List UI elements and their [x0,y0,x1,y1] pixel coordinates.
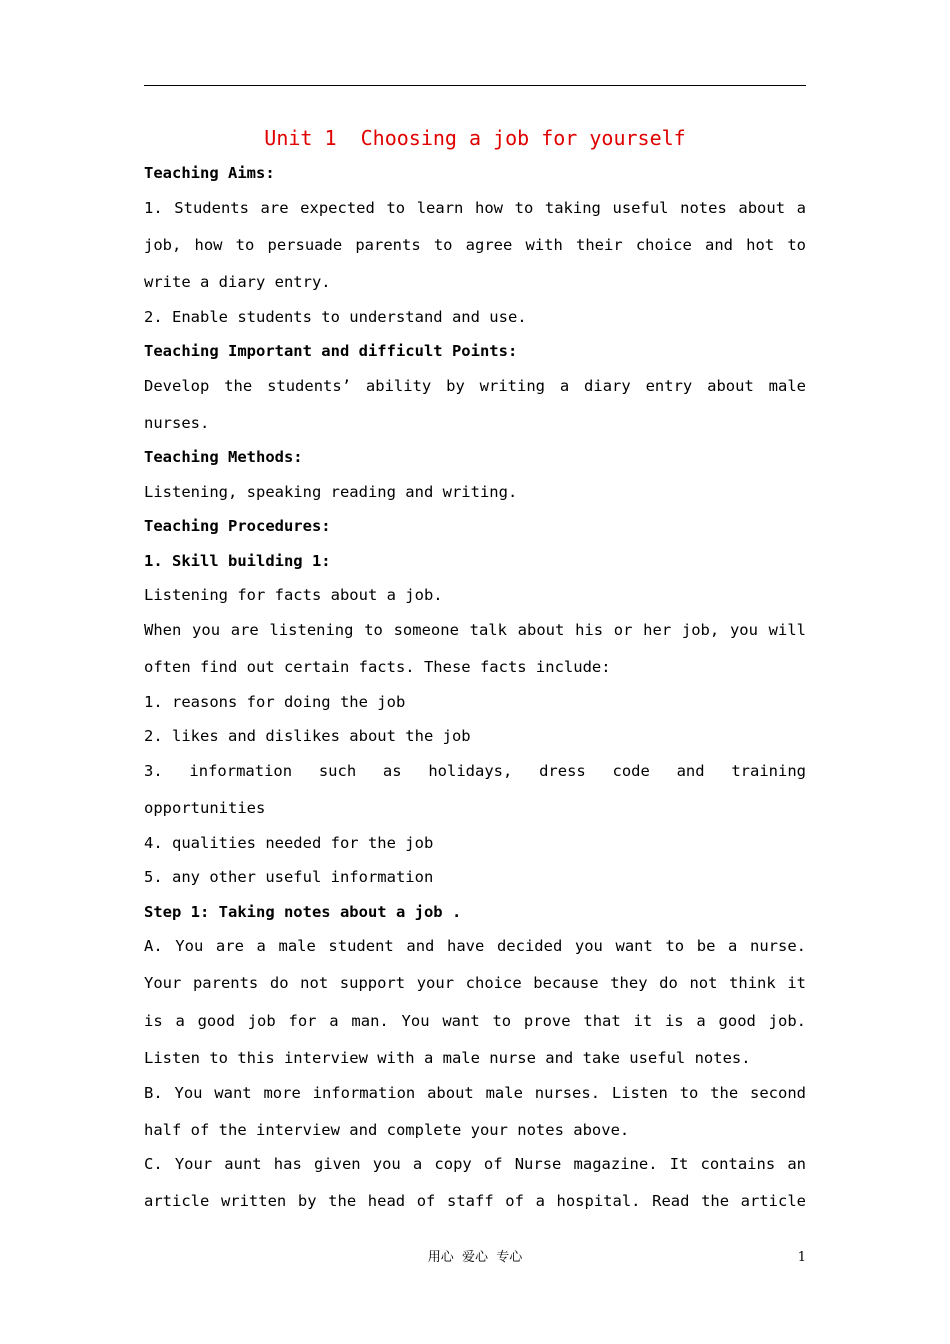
page-number: 1 [797,1250,806,1265]
body-line: Teaching Important and difficult Points: [144,342,518,360]
body-line: job, how to persuade parents to agree with their choice and hot to [144,236,806,254]
body-line: is a good job for a man. You want to prove that it is a good job. [144,1012,806,1030]
body-line: Listening for facts about a job. [144,586,443,604]
header-rule [144,85,806,86]
body-line: C. Your aunt has given you a copy of Nurse magazine. It contains an [144,1155,806,1173]
body-line: 5. any other useful information [144,868,434,886]
body-line: Listening, speaking reading and writing. [144,483,518,501]
body-line: Your parents do not support your choice because they do not think it [144,974,806,992]
body-line: B. You want more information about male nurses. Listen to the second [144,1084,806,1102]
body-line: opportunities [144,799,266,817]
body-line: half of the interview and complete your notes above. [144,1121,630,1139]
body-line: 1. Skill building 1: [144,552,331,570]
body-line: 2. Enable students to understand and use. [144,308,527,326]
body-line: write a diary entry. [144,273,331,291]
body-line: article written by the head of staff of a hospital. Read the article [144,1192,806,1210]
body-line: 4. qualities needed for the job [144,834,434,852]
body-line: A. You are a male student and have decided you want to be a nurse. [144,937,806,955]
body-line: 2. likes and dislikes about the job [144,727,471,745]
body-line: Listen to this interview with a male nurse and take useful notes. [144,1049,751,1067]
body-line: often find out certain facts. These facts include: [144,658,611,676]
body-line: Develop the students’ ability by writing a diary entry about male [144,377,806,395]
body-line: Teaching Aims: [144,164,275,182]
body-line: Step 1: Taking notes about a job . [144,903,462,921]
body-line: 1. reasons for doing the job [144,693,406,711]
body-line: Teaching Procedures: [144,517,331,535]
body-line: 1. Students are expected to learn how to taking useful notes about a [144,199,806,217]
body-line: Teaching Methods: [144,448,303,466]
body-line: When you are listening to someone talk about his or her job, you will [144,621,806,639]
document-title: Unit 1 Choosing a job for yourself [264,126,686,150]
body-line: 3. information such as holidays, dress code and training [144,762,806,780]
body-line: nurses. [144,414,210,432]
footer-motto: 用心 爱心 专心 [427,1250,523,1265]
